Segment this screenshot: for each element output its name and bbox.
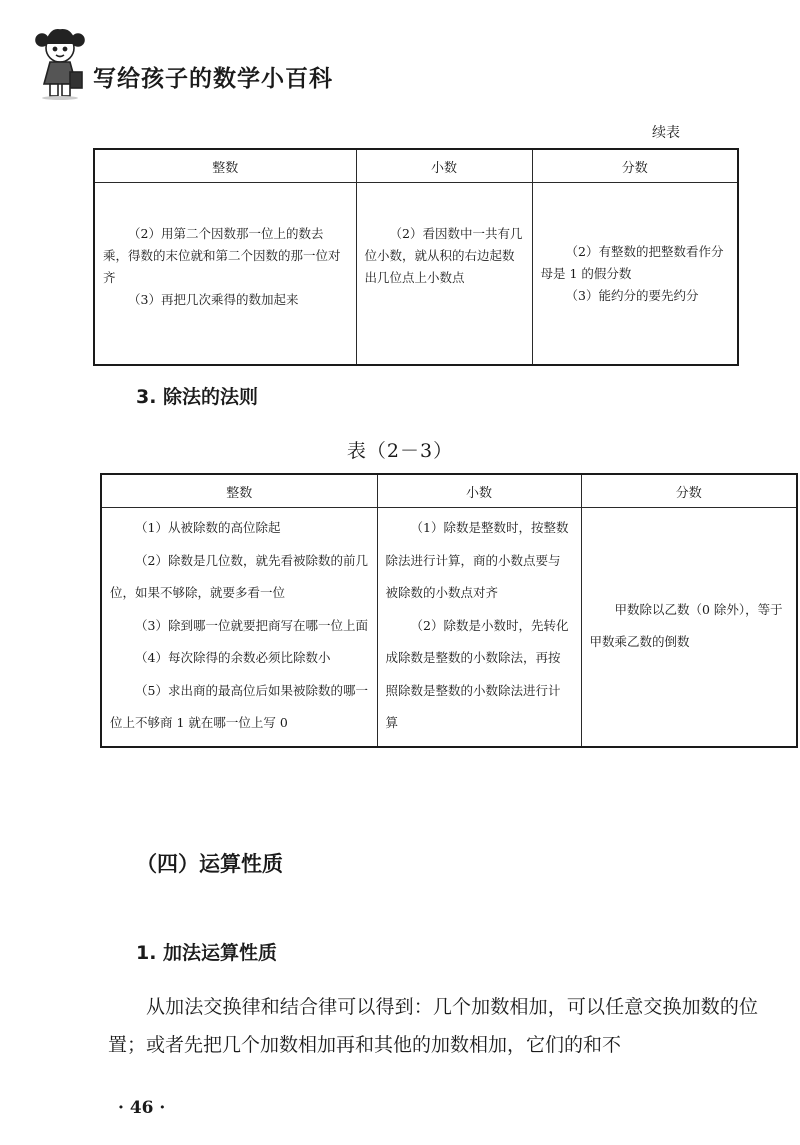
rule-item: （2）除数是小数时，先转化成除数是整数的小数除法，再按照除数是整数的小数除法进行计算	[385, 617, 569, 730]
division-rules-table	[100, 473, 798, 748]
table-row	[101, 508, 797, 747]
rule-item: （3）再把几次乘得的数加起来	[128, 292, 299, 307]
page-number: · 46 ·	[118, 1098, 166, 1118]
subsection-heading-addition: 1. 加法运算性质	[136, 942, 278, 964]
continued-table-label: 续表	[652, 125, 680, 141]
rule-item: 甲数除以乙数（0 除外），等于甲数乘乙数的倒数	[589, 601, 783, 649]
book-title: 写给孩子的数学小百科	[93, 66, 333, 92]
rule-item: （1）从被除数的高位除起	[135, 520, 281, 535]
cell-integer	[94, 183, 356, 366]
rule-item: （5）求出商的最高位后如果被除数的哪一位上不够商 1 就在哪一位上写 0	[110, 682, 368, 730]
rule-item: （2）除数是几位数，就先看被除数的前几位，如果不够除，就要多看一位	[110, 552, 368, 600]
rule-item: （2）用第二个因数那一位上的数去乘，得数的末位就和第二个因数的那一位对齐	[103, 226, 341, 285]
rule-item: （3）能约分的要先约分	[565, 287, 699, 303]
column-header-integer: 整数	[101, 474, 377, 508]
cell-fraction	[532, 183, 738, 366]
section-heading-division: 3. 除法的法则	[136, 386, 259, 408]
column-header-decimal: 小数	[377, 474, 581, 508]
column-header-fraction: 分数	[532, 149, 738, 183]
cell-decimal	[356, 183, 532, 366]
rule-item: （4）每次除得的余数必须比除数小	[135, 650, 331, 665]
rule-item: （1）除数是整数时，按整数除法进行计算，商的小数点要与被除数的小数点对齐	[385, 520, 569, 600]
column-header-fraction: 分数	[581, 474, 797, 508]
cell-fraction	[581, 508, 797, 747]
body-paragraph: 从加法交换律和结合律可以得到：几个加数相加，可以任意交换加数的位置；或者先把几个加数相加再和其他的加数相加，它们的和不	[108, 996, 758, 1056]
cell-decimal	[377, 508, 581, 747]
table-caption: 表（2－3）	[346, 440, 454, 462]
section-heading-properties: （四）运算性质	[136, 852, 283, 876]
rule-item: （2）有整数的把整数看作分母是 1 的假分数	[540, 243, 724, 281]
table-row	[94, 183, 738, 366]
cell-integer	[101, 508, 377, 747]
rule-item: （2）看因数中一共有几位小数，就从积的右边起数出几位点上小数点	[364, 226, 523, 285]
rule-item: （3）除到哪一位就要把商写在哪一位上面	[135, 617, 368, 633]
girl-mascot-illustration	[30, 22, 92, 100]
column-header-integer: 整数	[94, 149, 356, 183]
column-header-decimal: 小数	[356, 149, 532, 183]
multiplication-rules-table-continued	[93, 148, 739, 366]
